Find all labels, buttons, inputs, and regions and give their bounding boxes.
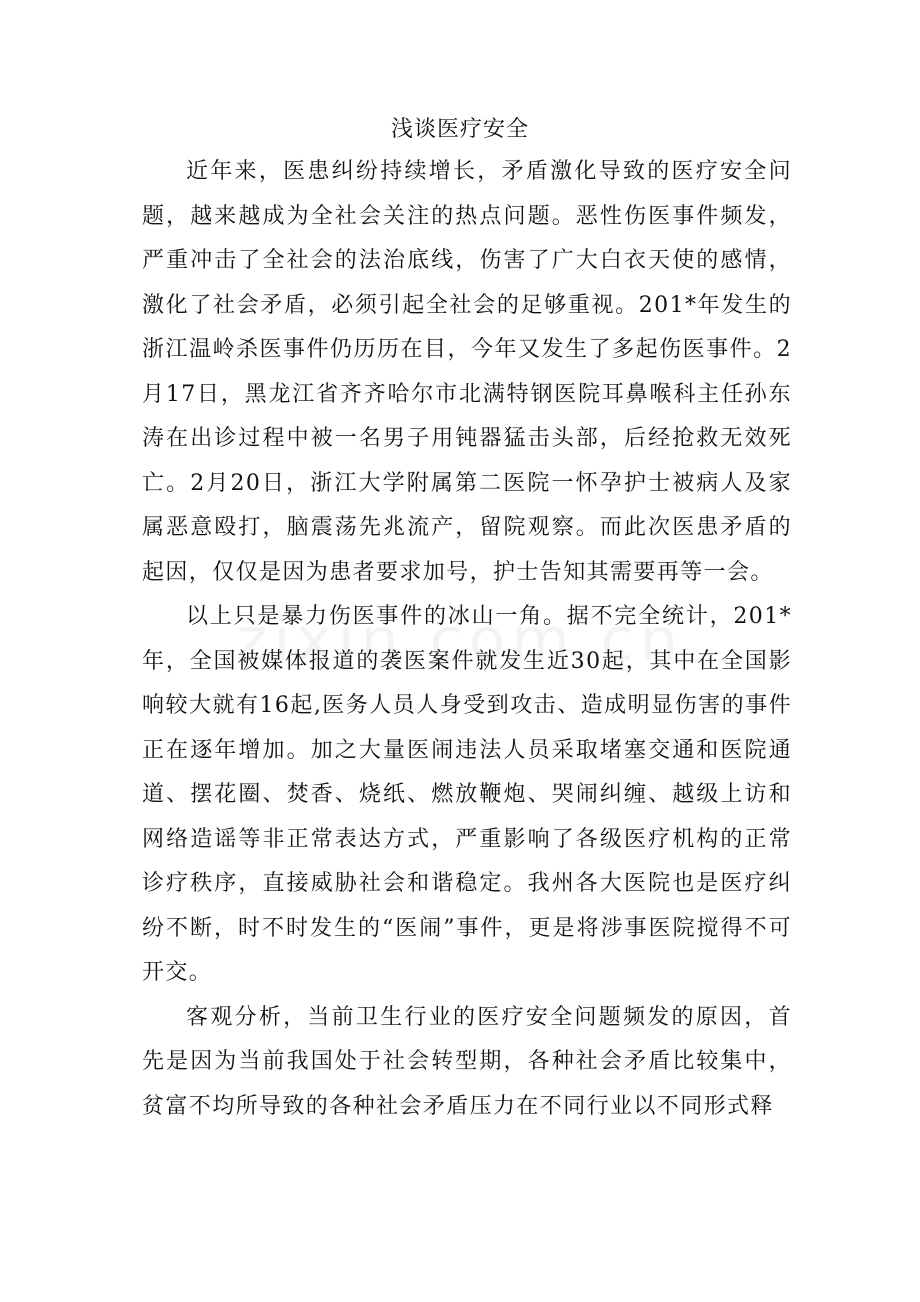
paragraph-2: 以上只是暴力伤医事件的冰山一角。据不完全统计，201*年，全国被媒体报道的袭医案件就发生近30起，其中在全国影响较大就有16起,医务人员人身受到攻击、造成明显伤害的事件正在逐年增加。加之大量医闹违法人员采取堵塞交通和医院通道、摆花圈、焚香、烧纸、燃放鞭炮、哭闹纠缠、越级上访和网络造谣等非正常表达方式，严重影响了各级医疗机构的正常诊疗秩序，直接威胁社会和谐稳定。我州各大医院也是医疗纠纷不断，时不时发生的“医闹”事件，更是将涉事医院搅得不可开交。 [142,604,792,985]
document-body [142,150,792,1129]
paragraph-1: 近年来，医患纠纷持续增长，矛盾激化导致的医疗安全问题，越来越成为全社会关注的热点问题。恶性伤医事件频发，严重冲击了全社会的法治底线，伤害了广大白衣天使的感情，激化了社会矛盾，必须引起全社会的足够重视。201*年发生的浙江温岭杀医事件仍历历在目，今年又发生了多起伤医事件。2月17日，黑龙江省齐齐哈尔市北满特钢医院耳鼻喉科主任孙东涛在出诊过程中被一名男子用钝器猛击头部，后经抢救无效死亡。2月20日，浙江大学附属第二医院一怀孕护士被病人及家属恶意殴打，脑震荡先兆流产，留院观察。而此次医患矛盾的起因，仅仅是因为患者要求加号，护士告知其需要再等一会。 [142,159,792,585]
document-title: 浅谈医疗安全 [390,117,529,142]
paragraph-3: 客观分析，当前卫生行业的医疗安全问题频发的原因，首先是因为当前我国处于社会转型期，各种社会矛盾比较集中，贫富不均所导致的各种社会矛盾压力在不同行业以不同形式释 [142,1004,792,1119]
